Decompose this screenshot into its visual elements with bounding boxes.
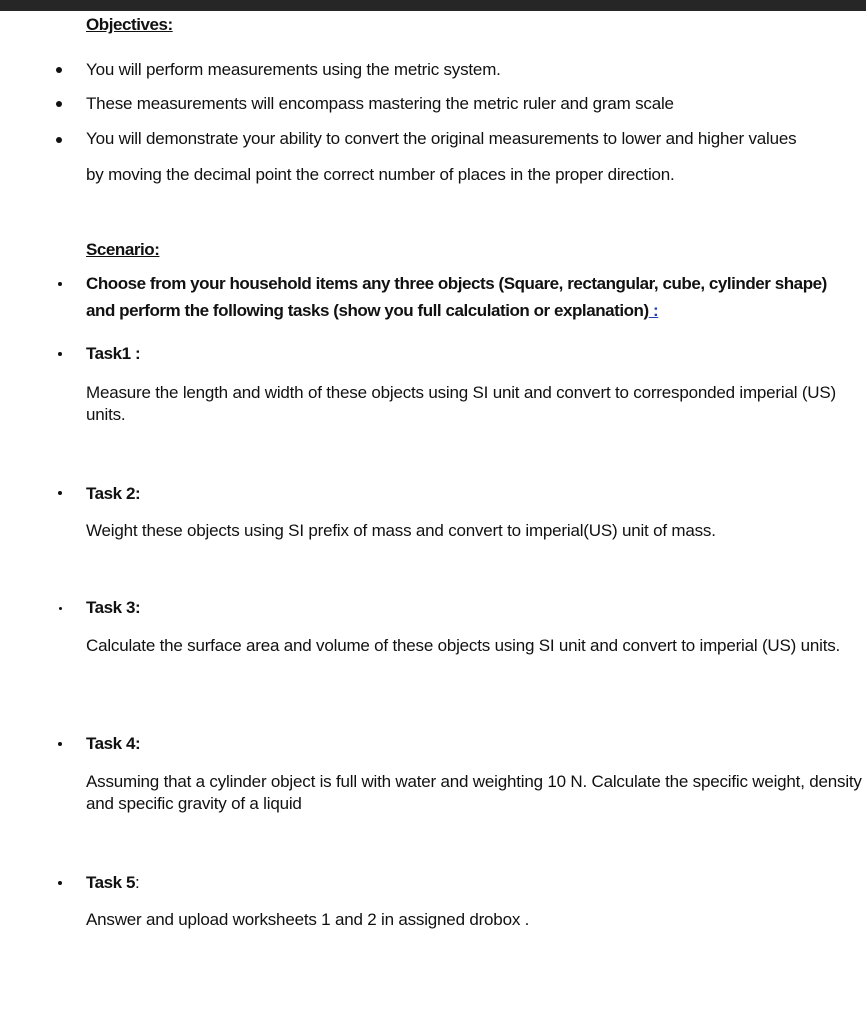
- task-title: Task1 :: [86, 344, 141, 363]
- scenario-intro-text: and perform the following tasks (show you full calculation or explanation): [86, 301, 649, 320]
- window-top-bar: [0, 0, 866, 11]
- bullet: [56, 137, 62, 143]
- objective-item: You will demonstrate your ability to convert the original measurements to lower and higher values: [86, 129, 797, 148]
- task-body: Assuming that a cylinder object is full with water and weighting 10 N. Calculate the specific weight, density and specific gravity of a liquid: [86, 772, 862, 813]
- task-title-bold: Task 5: [86, 873, 135, 892]
- bullet: [58, 352, 62, 356]
- bullet: [56, 67, 62, 73]
- task-title: Task 4:: [86, 734, 141, 753]
- objectives-heading: Objectives:: [86, 15, 173, 34]
- scenario-heading: Scenario:: [86, 240, 160, 259]
- task-title: Task 3:: [86, 598, 141, 617]
- objective-item: You will perform measurements using the metric system.: [86, 60, 501, 79]
- bullet: [56, 101, 62, 107]
- scenario-intro-line1: Choose from your household items any three objects (Square, rectangular, cube, cylinder shape): [86, 274, 827, 293]
- scenario-intro-line2: [86, 300, 658, 322]
- scenario-intro-suffix: :: [648, 301, 659, 320]
- task-title-colon: :: [134, 873, 140, 892]
- bullet: [58, 491, 62, 495]
- objective-item: These measurements will encompass mastering the metric ruler and gram scale: [86, 94, 674, 113]
- bullet: [58, 881, 62, 885]
- task-body: Measure the length and width of these objects using SI unit and convert to corresponded imperial (US) units.: [86, 383, 836, 424]
- task-body: Answer and upload worksheets 1 and 2 in assigned drobox .: [86, 910, 530, 929]
- task-body: Weight these objects using SI prefix of mass and convert to imperial(US) unit of mass.: [86, 521, 716, 540]
- objective-item-continuation: by moving the decimal point the correct number of places in the proper direction.: [86, 165, 675, 184]
- bullet: [58, 742, 62, 746]
- task-body: Calculate the surface area and volume of these objects using SI unit and convert to imperial (US) units.: [86, 636, 841, 655]
- bullet: [58, 282, 62, 286]
- task-title: [86, 872, 140, 894]
- task-title: Task 2:: [86, 484, 141, 503]
- bullet: [59, 607, 62, 610]
